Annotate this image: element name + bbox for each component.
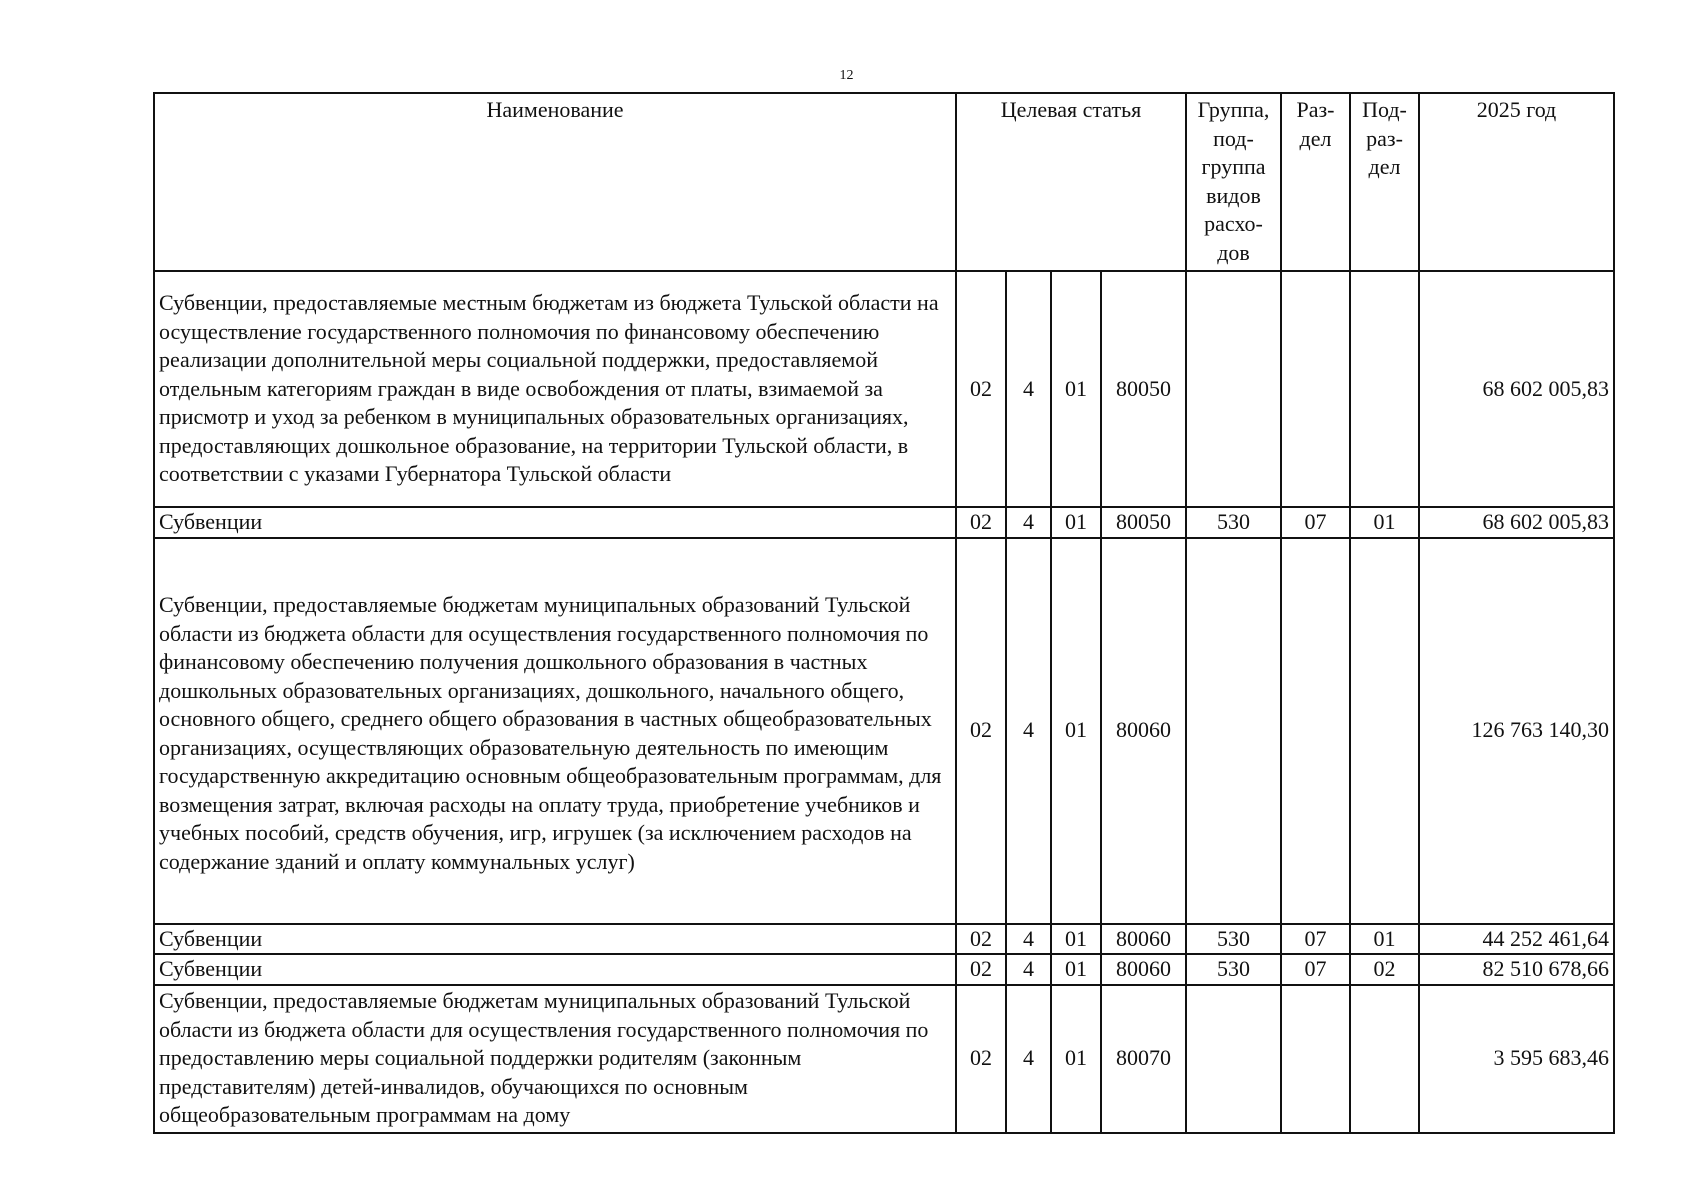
amount-cell: 3 595 683,46: [1419, 985, 1614, 1133]
amount-cell: 44 252 461,64: [1419, 924, 1614, 955]
subsection-cell: 01: [1350, 924, 1419, 955]
table-row: [154, 924, 1614, 955]
code-subprogram: 4: [1006, 271, 1051, 507]
code-subprogram: 4: [1006, 954, 1051, 985]
header-target-article: Целевая статья: [956, 93, 1186, 271]
code-event: 01: [1051, 954, 1101, 985]
code-direction: 80060: [1101, 924, 1186, 955]
code-direction: 80070: [1101, 985, 1186, 1133]
subsection-cell: 01: [1350, 507, 1419, 538]
code-event: 01: [1051, 271, 1101, 507]
subsection-cell: [1350, 271, 1419, 507]
table-row: [154, 507, 1614, 538]
code-event: 01: [1051, 924, 1101, 955]
group-cell: 530: [1186, 954, 1281, 985]
section-cell: 07: [1281, 924, 1350, 955]
amount-cell: 126 763 140,30: [1419, 538, 1614, 924]
code-event: 01: [1051, 538, 1101, 924]
code-direction: 80060: [1101, 538, 1186, 924]
table-row: [154, 954, 1614, 985]
section-cell: [1281, 271, 1350, 507]
subsection-cell: 02: [1350, 954, 1419, 985]
code-subprogram: 4: [1006, 538, 1051, 924]
header-subsection: Под- раз- дел: [1350, 93, 1419, 271]
code-program: 02: [956, 924, 1006, 955]
row-name: Субвенции, предоставляемые местным бюджетам из бюджета Тульской области на осуществление государственного полномочия по финансовому обеспечению реализации дополнительной меры социальной поддержки, предоставляемой отдельным категориям граждан в виде освобождения от платы, взимаемой за присмотр и уход за ребенком в муниципальных образовательных организациях, предоставляющих дошкольное образование, на территории Тульской области, в соответствии с указами Губернатора Тульской области: [154, 271, 956, 507]
section-cell: [1281, 985, 1350, 1133]
section-cell: 07: [1281, 954, 1350, 985]
code-program: 02: [956, 954, 1006, 985]
row-name: Субвенции: [154, 954, 956, 985]
code-event: 01: [1051, 985, 1101, 1133]
table-row: [154, 538, 1614, 924]
code-subprogram: 4: [1006, 507, 1051, 538]
code-direction: 80050: [1101, 507, 1186, 538]
header-section: Раз- дел: [1281, 93, 1350, 271]
table-row: [154, 985, 1614, 1133]
page-number: 12: [839, 68, 854, 83]
code-direction: 80050: [1101, 271, 1186, 507]
group-cell: [1186, 538, 1281, 924]
amount-cell: 68 602 005,83: [1419, 271, 1614, 507]
subsection-cell: [1350, 538, 1419, 924]
group-cell: [1186, 271, 1281, 507]
code-event: 01: [1051, 507, 1101, 538]
row-name: Субвенции: [154, 924, 956, 955]
code-program: 02: [956, 985, 1006, 1133]
group-cell: 530: [1186, 507, 1281, 538]
header-row: [154, 93, 1614, 271]
code-program: 02: [956, 271, 1006, 507]
amount-cell: 82 510 678,66: [1419, 954, 1614, 985]
amount-cell: 68 602 005,83: [1419, 507, 1614, 538]
group-cell: [1186, 985, 1281, 1133]
budget-table: [153, 92, 1615, 1134]
code-direction: 80060: [1101, 954, 1186, 985]
header-name: Наименование: [154, 93, 956, 271]
section-cell: 07: [1281, 507, 1350, 538]
header-year: 2025 год: [1419, 93, 1614, 271]
code-subprogram: 4: [1006, 985, 1051, 1133]
table-row: [154, 271, 1614, 507]
section-cell: [1281, 538, 1350, 924]
subsection-cell: [1350, 985, 1419, 1133]
code-program: 02: [956, 538, 1006, 924]
code-program: 02: [956, 507, 1006, 538]
row-name: Субвенции: [154, 507, 956, 538]
row-name: Субвенции, предоставляемые бюджетам муниципальных образований Тульской области из бюджета области для осуществления государственного полномочия по предоставлению меры социальной поддержки родителям (законным представителям) детей-инвалидов, обучающихся по основным общеобразовательным программам на дому: [154, 985, 956, 1133]
header-group: Группа, под- группа видов расхо- дов: [1186, 93, 1281, 271]
group-cell: 530: [1186, 924, 1281, 955]
row-name: Субвенции, предоставляемые бюджетам муниципальных образований Тульской области из бюджета области для осуществления государственного полномочия по финансовому обеспечению получения дошкольного образования в частных дошкольных образовательных организациях, дошкольного, начального общего, основного общего, среднего общего образования в частных общеобразовательных организациях, осуществляющих образовательную деятельность по имеющим государственную аккредитацию основным общеобразовательным программам, для возмещения затрат, включая расходы на оплату труда, приобретение учебников и учебных пособий, средств обучения, игр, игрушек (за исключением расходов на содержание зданий и оплату коммунальных услуг): [154, 538, 956, 924]
code-subprogram: 4: [1006, 924, 1051, 955]
